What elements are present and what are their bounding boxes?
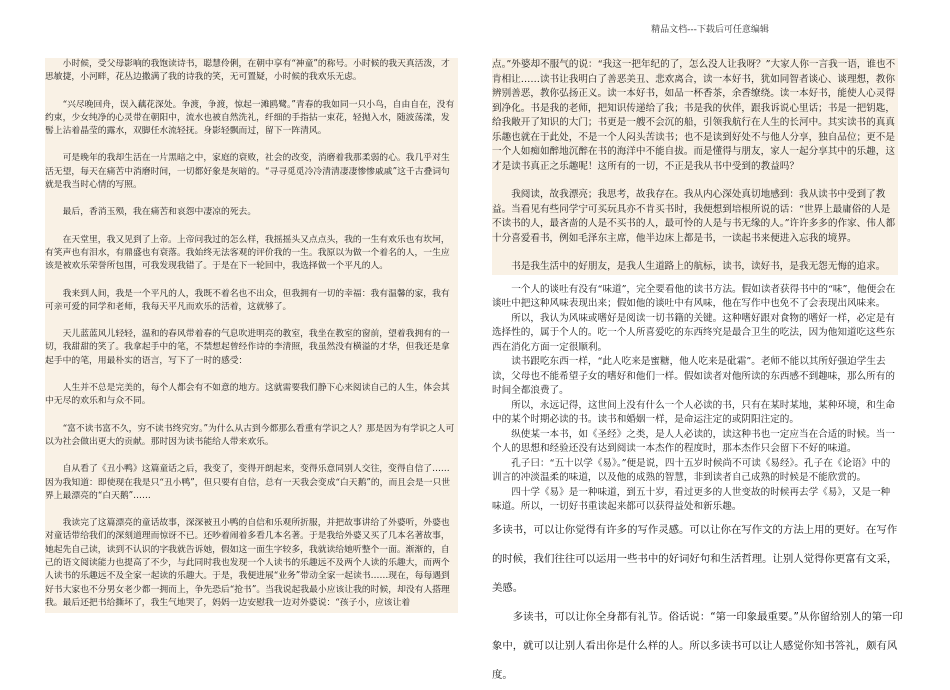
- paragraph: 人生并不总是完美的，每个人都会有不如意的地方。这就需要我们静下心来阅读自己的人生，体会其中无尽的欢乐和与众不同。: [45, 383, 450, 407]
- paragraph: 天儿蓝蓝风儿轻轻，温和的春风带着春的气息吹进明亮的教室，我坐在教室的窗前，望着我拥有的一切，我甜甜的笑了。我拿起手中的笔，不禁想起曾经作诗的李清照，我虽然没有横溢的才华，但我还是拿起手中的笔，用最朴实的语言，写下了一时的感受：: [45, 329, 450, 366]
- right-column: [492, 58, 898, 520]
- paragraph: 小时候，受父母影响的我饱读诗书，聪慧伶俐，在朝中享有“神童”的称号。小时候的我天真活泼，才思敏捷，小河畔，花丛边撒满了我的诗我的笑，无可置疑，小时候的我欢乐无虑。: [45, 59, 450, 83]
- paragraph: 所以，我认为风味或嗜好是阅读一切书籍的关键。这种嗜好跟对食物的嗜好一样，必定是有选择性的，属于个人的。吃一个人所喜爱吃的东西终究是最合卫生的吃法，因为他知道吃这些东西在消化方面一定很顺利。: [492, 312, 895, 353]
- paragraph: 一个人的谈吐有没有“味道”，完全要看他的读书方法。假如读者获得书中的“味”，他便会在谈吐中把这种风味表现出来；假如他的谈吐中有风味，他在写作中也免不了会表现出风味来。: [492, 283, 896, 309]
- paragraph: “富不读书富不久，穷不读书终究穷。”为什么从古到今都那么看重有学识之人？那是因为有学识之人可以为社会做出更大的贡献。那时因为读书能给人带来欢乐。: [45, 423, 455, 447]
- paragraph: 在天堂里，我又见到了上帝。上帝问我过的怎么样，我摇摇头又点点头，我的一生有欢乐也有坎坷，有笑声也有泪水，有鼎盛也有衰落。我始终无法客观的评价我的一生。我原以为做一个着名的人，一生应该是被欢乐荣誉所包围，可我发现我错了。于是在下一轮回中，我选择做一个平凡的人。: [45, 234, 450, 272]
- paragraph: 读书跟吃东西一样，“此人吃来是蜜糖，他人吃来是砒霜”。老师不能以其所好强迫学生去读，父母也不能希望子女的嗜好和他们一样。假如读者对他所读的东西感不到趣味，那么所有的时间全都浪费了。: [492, 356, 895, 396]
- paragraph: 自从看了《丑小鸭》这篇童话之后，我变了，变得开朗起来，变得乐意同别人交往，变得自信了……因为我知道：即使现在我是只“丑小鸭”，但只要有自信，总有一天我会变成“白天鹅”的，而且会是一只世界上最漂亮的“白天鹅”……: [45, 464, 451, 501]
- paragraph: 我读完了这篇漂亮的童话故事，深深被丑小鸭的自信和乐观所折服，并把故事讲给了外婆听，外婆也对童话带给我们的深刻道理而惊讶不已。还吵着闹着多看几本名著。于是我给外婆又买了几本名著故事，她起先自己读，读到不认识的字我就告诉她，假如这一面生字较多，我就读给她听整个一面。渐渐的，自己的语文阅读能力也提高了不少，与此同时我也发现一个人读书的乐趣远不及两个人读的乐趣大，而两个人读书的乐趣远不及全家一起读的乐趣大。于是，我便进展“业务”带动全家一起读书……现在，每每遇到好书大家也不分男女老少都一拥而上，争先恐后“抢书”。当我说起我最小应该让我的时候，却没有人搭理我。最后还把书给撕坏了，我生气地哭了，妈妈一边安慰我一边对外婆说：“孩子小，应该让着: [45, 518, 450, 608]
- shaded-block: [492, 58, 898, 275]
- paragraph: 孔子曰：“五十以学《易》。”便是说，四十五岁时候尚不可读《易经》。孔子在《论语》中的训言的冲淡温柔的味道，以及他的成熟的智慧，非到读者自己成熟的时候是不能欣赏的。: [492, 457, 891, 483]
- paragraph: 多读书，可以让你全身都有礼节。俗话说：“第一印象最重要。”从你留给别人的第一印象中，就可以让别人看出你是什么样的人。所以多读书可以让人感觉你知书答礼，颇有风度。: [492, 611, 903, 681]
- paragraph: 可是晚年的我却生活在一片黑暗之中，家庭的衰败，社会的改变，消磨着我那柔弱的心。我几乎对生活无望，每天在痛苦中消磨时间，一切都好象是灰暗的。“寻寻觅觅冷冷清清凄凄惨惨戚戚”这千古叠词句就是我当时心情的写照。: [45, 153, 450, 191]
- paragraph: 点。”外婆却不服气的说：“我这一把年纪的了，怎么没人让我呀？”大家人你一言我一语，谁也不肯相让……读书让我明白了善恶美丑、悲欢离合，读一本好书，犹如同智者谈心、谈理想，教你辨别善恶，教你弘扬正义。读一本好书，如品一杯香茶，余香缭绕。读一本好书，能使人心灵得到净化。书是我的老师，把知识传递给了我；书是我的伙伴，跟我诉说心里话；书是一把钥匙，给我敞开了知识的大门；书更是一艘不会沉的船，引领我航行在人生的长河中。其实读书的真真乐趣也就在于此处，不是一个人闷头苦读书；也不是读到好处不与他人分享，独自品位；更不是一个人如痴如醉地沉醉在书的海洋中不能自拔。而是懂得与朋友，家人一起分享其中的乐趣，这才是读书真正之乐趣呢！这所有的一切，不正是我从书中受到的教益吗？: [492, 59, 896, 172]
- paragraph: 纵使某一本书，如《圣经》之类，是人人必读的，读这种书也一定应当在合适的时候。当一个人的思想和经验还没有达到阅读一本杰作的程度时，那本杰作只会留下不好的味道。: [492, 428, 895, 454]
- paragraph: 最后，香消玉殒，我在痛苦和哀怨中凄凉的死去。: [62, 207, 257, 218]
- paragraph: “兴尽晚回舟，误入藕花深处。争渡，争渡，惊起一滩鸥鹭。”青春的我如同一只小鸟，自由自在，没有约束，少女纯净的心灵带在朝阳中，流水也被自然洗礼，纤细的手指拈一束花，轻抛入水，随波荡漾，发髻上沾着晶莹的露水，双脚任水流轻抚。身影轻飘而过，留下一阵清风。: [45, 99, 455, 137]
- paragraph: 所以，永远记得，这世间上没有什么一个人必读的书，只有在某时某地，某种环境，和生命中的某个时期必读的书。读书和婚姻一样，是命运注定的或阴阳注定的。: [492, 399, 895, 425]
- paragraph: 四十学《易》是一种味道，到五十岁，看过更多的人世变故的时候再去学《易》，又是一种味道。所以，一切好书重读起来都可以获得益处和新乐趣。: [492, 486, 891, 512]
- page-header: 精品文档---下载后可任意编辑: [651, 25, 769, 35]
- paragraph: 书是我生活中的好朋友，是我人生道路上的航标，读书，读好书，是我无怨无悔的追求。: [511, 261, 886, 272]
- paragraph: 我来到人间，我是一个平凡的人，我既不着名也不出众，但我拥有一切的幸福：我有温馨的家，我有可亲可爱的同学和老师，我每天平凡而欢乐的活着，这就够了。: [45, 288, 450, 312]
- paragraph: 我阅读，故我漂亮；我思考，故我存在。我从内心深处真切地感到：我从读书中受到了教益。当看见有些同学宁可买玩具亦不肯买书时，我便想到培根所说的话：“世界上最庸俗的人是不读书的人，最吝啬的人是不买书的人，最可怜的人是与书无缘的人。”许许多多的作家、伟人都十分喜爱看书，例如毛泽东主席，他半边床上都是书，一读起书来便进入忘我的境界。: [492, 189, 896, 244]
- paragraph: 多读书，可以让你觉得有许多的写作灵感。可以让你在写作文的方法上用的更好。在写作的时候，我们往往可以运用一些书中的好词好句和生活哲理。让别人觉得你更富有文采，美感。: [492, 524, 898, 594]
- left-column: [45, 58, 458, 613]
- bottom-block: [492, 516, 907, 690]
